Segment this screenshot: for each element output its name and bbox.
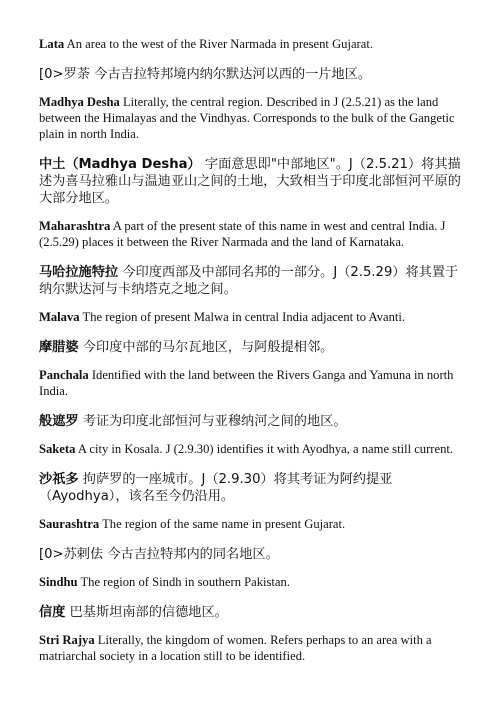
entry-maharashtra xyxy=(39,218,469,250)
entry-term: Madhya Desha xyxy=(39,95,120,109)
entry-term: [0>罗荼 xyxy=(39,67,90,82)
entry-stri-rajya xyxy=(39,632,469,664)
entry-malava-zh xyxy=(39,339,469,356)
entry-term: 信度 xyxy=(39,605,66,620)
entry-text: 考证为印度北部恒河与亚穆纳河之间的地区。 xyxy=(78,414,347,429)
entry-panchala xyxy=(39,367,469,399)
entry-madhya-desha xyxy=(39,94,469,142)
entry-text: A part of the present state of this name in west and central India. J (2.5.29) places it between the River Narmada and the land of Karnataka. xyxy=(39,219,446,249)
entry-term: 沙祇多 xyxy=(39,472,79,487)
entry-term: Lata xyxy=(39,37,65,51)
entry-lata-zh xyxy=(39,66,469,83)
entry-text: 今印度西部及中部同名邦的一部分。J（2.5.29）将其置于纳尔默达河与卡纳塔克之地之间。 xyxy=(39,265,459,297)
entry-saurashtra xyxy=(39,516,469,532)
entry-text: Literally, the central region. Described in J (2.5.21) as the land between the Himalayas and the Vindhyas. Corresponds to the bulk of the Gangetic plain in north India. xyxy=(39,95,455,141)
entry-text: The region of the same name in present Gujarat. xyxy=(99,517,346,531)
entry-text: Literally, the kingdom of women. Refers perhaps to an area with a matriarchal society in a location still to be identified. xyxy=(39,633,432,663)
entry-saurashtra-zh xyxy=(39,546,469,563)
entry-panchala-zh xyxy=(39,413,469,430)
entry-term: Panchala xyxy=(39,368,89,382)
entry-text: 字面意思即"中部地区"。J（2.5.21）将其描述为喜马拉雅山与温迪亚山之间的土地，大致相当于印度北部恒河平原的大部分地区。 xyxy=(39,157,461,206)
entry-text: 今古吉拉特邦内的同名地区。 xyxy=(103,547,279,562)
entry-malava xyxy=(39,309,469,325)
entry-text: 巴基斯坦南部的信德地区。 xyxy=(65,605,228,620)
entry-saketa-zh xyxy=(39,471,469,505)
entry-term: Saurashtra xyxy=(39,517,100,531)
entry-term: 中土（Madhya Desha） xyxy=(39,157,201,172)
entry-text: 拘萨罗的一座城市。J（2.9.30）将其考证为阿约提亚（Ayodhya），该名至今仍沿用。 xyxy=(39,472,393,504)
entry-text: The region of present Malwa in central India adjacent to Avanti. xyxy=(79,310,406,324)
entry-text: The region of Sindh in southern Pakistan. xyxy=(77,575,290,589)
entry-madhya-desha-zh xyxy=(39,156,469,207)
entry-text: 今印度中部的马尔瓦地区，与阿般提相邻。 xyxy=(78,340,334,355)
entry-text: An area to the west of the River Narmada in present Gujarat. xyxy=(64,37,373,51)
entry-term: Saketa xyxy=(39,442,76,456)
entry-text: A city in Kosala. J (2.9.30) identifies it with Ayodhya, a name still current. xyxy=(75,442,454,456)
entry-lata xyxy=(39,36,469,52)
glossary-page xyxy=(39,36,469,678)
entry-term: 马哈拉施特拉 xyxy=(39,265,119,280)
entry-text: Identified with the land between the Rivers Ganga and Yamuna in north India. xyxy=(39,368,454,398)
entry-term: Sindhu xyxy=(39,575,78,589)
entry-term: 摩腊婆 xyxy=(39,340,79,355)
entry-maharashtra-zh xyxy=(39,264,469,298)
entry-term: 般遮罗 xyxy=(39,414,79,429)
entry-term: [0>苏剌佉 xyxy=(39,547,104,562)
entry-sindhu xyxy=(39,574,469,590)
entry-term: Maharashtra xyxy=(39,219,111,233)
entry-saketa xyxy=(39,441,469,457)
entry-sindhu-zh xyxy=(39,604,469,621)
entry-term: Malava xyxy=(39,310,80,324)
entry-text: 今古吉拉特邦境内纳尔默达河以西的一片地区。 xyxy=(89,67,372,82)
entry-term: Stri Rajya xyxy=(39,633,95,647)
